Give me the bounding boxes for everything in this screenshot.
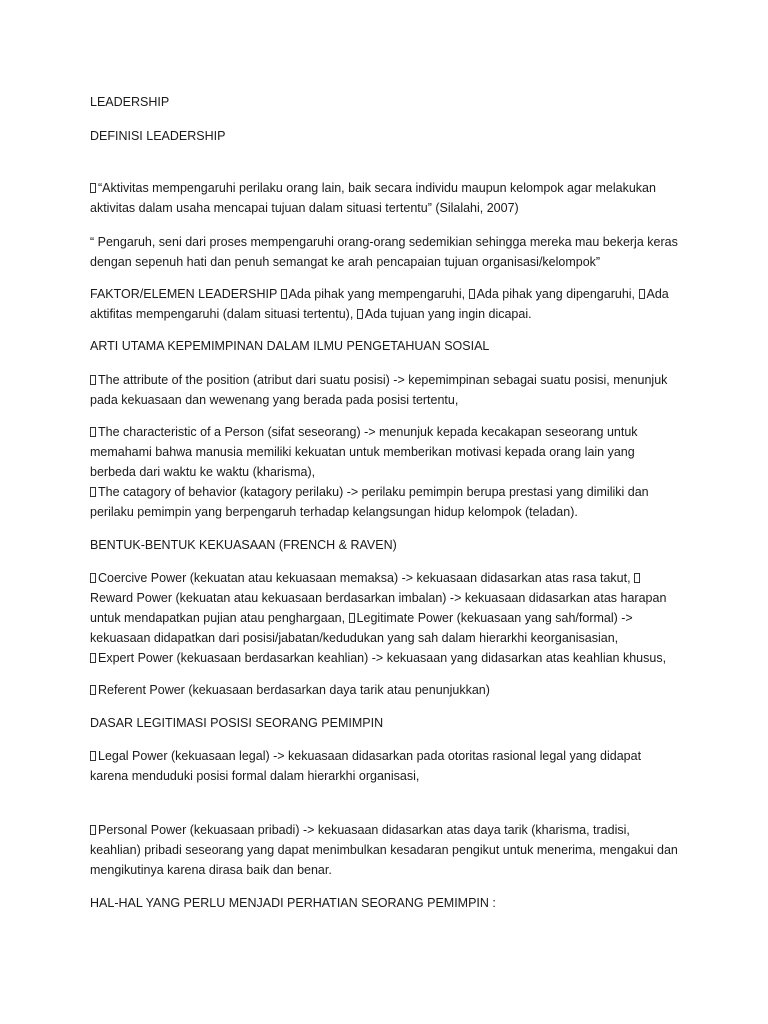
- faktor-paragraph: [90, 284, 680, 324]
- missing-glyph-icon: [357, 309, 363, 319]
- missing-glyph-icon: [90, 825, 96, 835]
- bentuk-heading: BENTUK-BENTUK KEKUASAAN (FRENCH & RAVEN): [90, 538, 397, 552]
- missing-glyph-icon: [469, 289, 475, 299]
- missing-glyph-icon: [90, 183, 96, 193]
- bentuk-item-referent: Referent Power (kekuasaan berdasarkan daya tarik atau penunjukkan): [90, 680, 680, 700]
- faktor-item: Ada pihak yang dipengaruhi,: [476, 287, 639, 301]
- legal-power-item: Legal Power (kekuasaan legal) -> kekuasaan didasarkan pada otoritas rasional legal yang didapat karena menduduki posisi formal dalam hierarkhi organisasi,: [90, 749, 642, 783]
- arti-items-group: [90, 422, 680, 522]
- hal-heading: HAL-HAL YANG PERLU MENJADI PERHATIAN SEORANG PEMIMPIN :: [90, 896, 496, 910]
- missing-glyph-icon: [90, 653, 96, 663]
- missing-glyph-icon: [90, 375, 96, 385]
- bentuk-item-expert: Expert Power (kekuasaan berdasarkan keahlian) -> kekuasaan yang didasarkan atas keahlian khusus,: [90, 648, 680, 668]
- faktor-item: Ada aktifitas mempengaruhi (dalam situasi tertentu),: [90, 287, 669, 321]
- faktor-item: Ada tujuan yang ingin dicapai.: [364, 307, 532, 321]
- faktor-item: Ada pihak yang mempengaruhi,: [288, 287, 469, 301]
- definition-quote-2: “ Pengaruh, seni dari proses mempengaruhi orang-orang sedemikian sehingga mereka mau bekerja keras dengan sepenuh hati dan penuh semangat ke arah pencapaian tujuan organisasi/kelompok”: [90, 235, 678, 269]
- bentuk-item-reward: Reward Power (kekuatan atau kekuasaan berdasarkan imbalan) -> kekuasaan didasarkan atas harapan untuk mendapatkan pujian atau penghargaan,: [90, 571, 666, 625]
- definition-quote-1: “Aktivitas mempengaruhi perilaku orang lain, baik secara individu maupun kelompok agar melakukan aktivitas dalam usaha mencapai tujuan dalam situasi tertentu” (Silalahi, 2007): [90, 181, 656, 215]
- arti-item-1: The attribute of the position (atribut dari suatu posisi) -> kepemimpinan sebagai suatu posisi, menunjuk pada kekuasaan dan wewenang yang berada pada posisi tertentu,: [90, 373, 668, 407]
- bentuk-item-legitimate: Legitimate Power (kekuasaan yang sah/formal) -> kekuasaan didapatkan dari posisi/jabatan/kedudukan yang sah dalam hierarkhi keorganisasian,: [90, 611, 633, 645]
- missing-glyph-icon: [349, 613, 355, 623]
- missing-glyph-icon: [281, 289, 287, 299]
- missing-glyph-icon: [634, 573, 640, 583]
- bentuk-item-coercive: Coercive Power (kekuatan atau kekuasaan memaksa) -> kekuasaan didasarkan atas rasa takut,: [90, 571, 634, 585]
- missing-glyph-icon: [90, 751, 96, 761]
- definisi-heading: DEFINISI LEADERSHIP: [90, 129, 226, 143]
- personal-power-item: Personal Power (kekuasaan pribadi) -> kekuasaan didasarkan atas daya tarik (kharisma, tradisi, keahlian) pribadi seseorang yang dapat menimbulkan kesadaran pengikut untuk menerima, mengakui dan mengikutinya karena dirasa baik dan benar.: [90, 823, 678, 877]
- faktor-lead: FAKTOR/ELEMEN LEADERSHIP: [90, 287, 281, 301]
- missing-glyph-icon: [90, 685, 96, 695]
- missing-glyph-icon: [90, 573, 96, 583]
- arti-item-2: The characteristic of a Person (sifat seseorang) -> menunjuk kepada kecakapan seseorang untuk memahami bahwa manusia memiliki kekuatan untuk memberikan motivasi kepada orang lain yang berbeda dari waktu ke waktu (kharisma),: [90, 425, 638, 479]
- arti-item-3: The catagory of behavior (katagory perilaku) -> perilaku pemimpin berupa prestasi yang dimiliki dan perilaku pemimpin yang berpengaruh terhadap kelangsungan hidup kelompok (teladan).: [90, 485, 649, 519]
- missing-glyph-icon: [90, 487, 96, 497]
- dasar-heading: DASAR LEGITIMASI POSISI SEORANG PEMIMPIN: [90, 716, 384, 730]
- missing-glyph-icon: [90, 427, 96, 437]
- doc-title: LEADERSHIP: [90, 95, 170, 109]
- bentuk-paragraph: [90, 568, 680, 668]
- missing-glyph-icon: [639, 289, 645, 299]
- arti-heading: ARTI UTAMA KEPEMIMPINAN DALAM ILMU PENGETAHUAN SOSIAL: [90, 339, 490, 353]
